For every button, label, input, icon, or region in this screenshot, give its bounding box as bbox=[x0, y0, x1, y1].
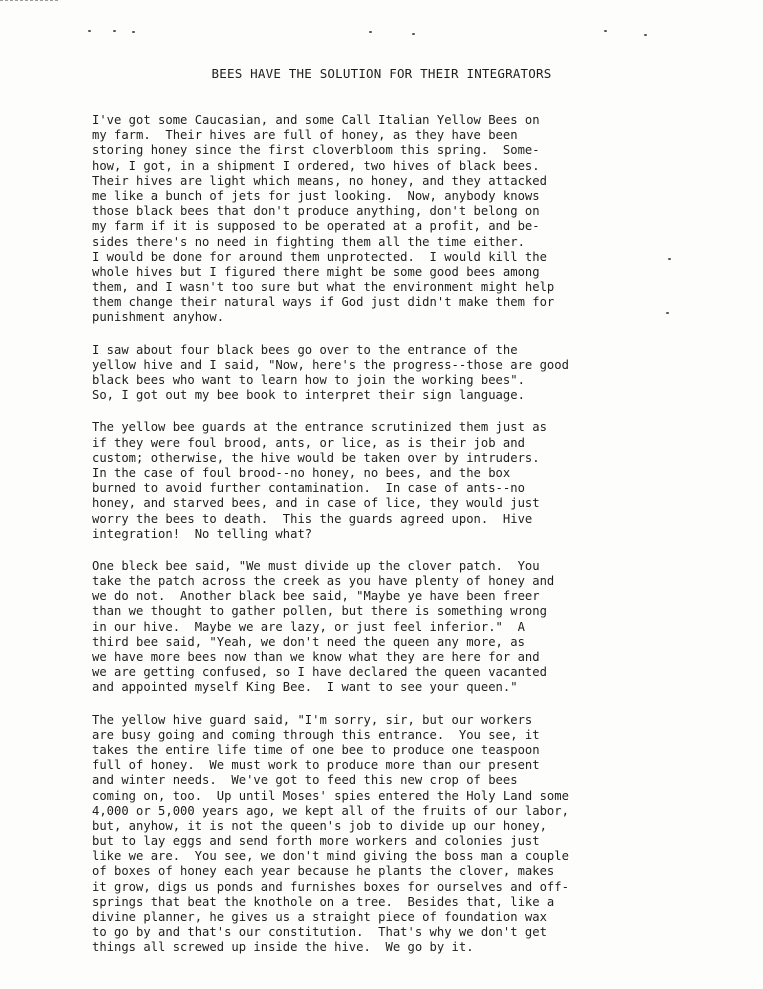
text-line: in our hive. Maybe we are lazy, or just feel inferior." A bbox=[92, 618, 525, 634]
document-body bbox=[92, 112, 702, 972]
text-line: and winter needs. We've got to feed this new crop of bees bbox=[92, 772, 518, 788]
text-line: punishment anyhow. bbox=[92, 309, 225, 325]
text-line: custom; otherwise, the hive would be taken over by intruders. bbox=[92, 449, 540, 465]
text-line: yellow hive and I said, "Now, here's the progress--those are good bbox=[92, 356, 569, 372]
text-line: burned to avoid further contamination. In case of ants--no bbox=[92, 480, 525, 496]
text-line: than we thought to gather pollen, but there is something wrong bbox=[92, 603, 547, 619]
text-line: coming on, too. Up until Moses' spies entered the Holy Land some bbox=[92, 787, 569, 803]
text-line: we are getting confused, so I have declared the queen vacanted bbox=[92, 664, 547, 680]
text-line: but, anyhow, it is not the queen's job to divide up our honey, bbox=[92, 817, 547, 833]
text-line: I've got some Caucasian, and some Call Italian Yellow Bees on bbox=[92, 112, 540, 127]
text-line: but to lay eggs and send forth more workers and colonies just bbox=[92, 833, 540, 849]
text-line: In the case of foul brood--no honey, no bees, and the box bbox=[92, 464, 511, 480]
scan-speck bbox=[113, 30, 116, 32]
text-line: black bees who want to learn how to join the working bees". bbox=[92, 372, 525, 387]
text-line: those black bees that don't produce anything, don't belong on bbox=[92, 203, 540, 219]
text-line: things all screwed up inside the hive. We go by it. bbox=[92, 939, 474, 955]
text-line: The yellow hive guard said, "I'm sorry, sir, but our workers bbox=[92, 711, 533, 727]
paragraph bbox=[92, 558, 702, 695]
text-line: worry the bees to death. This the guards agreed upon. Hive bbox=[92, 510, 533, 526]
paragraph bbox=[92, 112, 702, 325]
text-line: we have more bees now than we know what they are here for and bbox=[92, 649, 540, 664]
scan-corner-mark bbox=[0, 0, 58, 1]
scan-speck bbox=[644, 34, 647, 36]
text-line: third bee said, "Yeah, we don't need the queen any more, as bbox=[92, 633, 525, 649]
text-line: storing honey since the first cloverbloom this spring. Some- bbox=[92, 142, 540, 158]
text-line: and appointed myself King Bee. I want to see your queen." bbox=[92, 679, 518, 695]
text-line: divine planner, he gives us a straight piece of foundation wax bbox=[92, 909, 547, 924]
text-line: we do not. Another black bee said, "Maybe ye have been freer bbox=[92, 588, 540, 604]
text-line: them, and I wasn't too sure but what the environment might help bbox=[92, 279, 555, 295]
text-line: I saw about four black bees go over to the entrance of the bbox=[92, 341, 518, 357]
text-line: my farm. Their hives are full of honey, as they have been bbox=[92, 127, 518, 143]
text-line: So, I got out my bee book to interpret their sign language. bbox=[92, 387, 525, 403]
text-line: if they were foul brood, ants, or lice, as is their job and bbox=[92, 434, 525, 450]
paragraph bbox=[92, 419, 702, 541]
scan-speck bbox=[132, 31, 135, 33]
text-line: of boxes of honey each year because he plants the clover, makes bbox=[92, 863, 555, 879]
text-line: are busy going and coming through this entrance. You see, it bbox=[92, 726, 540, 742]
paragraph bbox=[92, 342, 702, 403]
text-line: springs that beat the knothole on a tree. Besides that, like a bbox=[92, 893, 555, 909]
scan-speck bbox=[412, 33, 415, 35]
text-line: whole hives but I figured there might be some good bees among bbox=[92, 263, 540, 279]
document-title: BEES HAVE THE SOLUTION FOR THEIR INTEGRATORS bbox=[211, 66, 552, 81]
scan-speck bbox=[88, 30, 91, 32]
text-line: The yellow bee guards at the entrance scrutinized them just as bbox=[92, 419, 547, 435]
text-line: honey, and starved bees, and in case of lice, they would just bbox=[92, 495, 540, 511]
text-line: like we are. You see, we don't mind giving the boss man a couple bbox=[92, 848, 569, 864]
text-line: them change their natural ways if God just didn't make them for bbox=[92, 294, 555, 310]
text-line: I would be done for around them unprotected. I would kill the bbox=[92, 248, 547, 264]
text-line: my farm if it is supposed to be operated at a profit, and be- bbox=[92, 218, 540, 234]
text-line: to go by and that's our constitution. That's why we don't get bbox=[92, 924, 547, 940]
text-line: me like a bunch of jets for just looking. Now, anybody knows bbox=[92, 187, 540, 203]
text-line: sides there's no need in fighting them all the time either. bbox=[92, 233, 525, 249]
text-line: it grow, digs us ponds and furnishes boxes for ourselves and off- bbox=[92, 878, 569, 894]
text-line: take the patch across the creek as you have plenty of honey and bbox=[92, 573, 555, 589]
text-line: how, I got, in a shipment I ordered, two hives of black bees. bbox=[92, 157, 540, 173]
text-line: full of honey. We must work to produce more than our present bbox=[92, 757, 540, 773]
scan-speck bbox=[369, 31, 372, 33]
text-line: One bleck bee said, "We must divide up the clover patch. You bbox=[92, 557, 540, 573]
text-line: takes the entire life time of one bee to produce one teaspoon bbox=[92, 741, 540, 757]
text-line: 4,000 or 5,000 years ago, we kept all of the fruits of our labor, bbox=[92, 802, 569, 818]
paragraph bbox=[92, 712, 702, 955]
text-line: Their hives are light which means, no honey, and they attacked bbox=[92, 172, 547, 188]
scan-speck bbox=[604, 30, 607, 32]
text-line: integration! No telling what? bbox=[92, 525, 313, 541]
